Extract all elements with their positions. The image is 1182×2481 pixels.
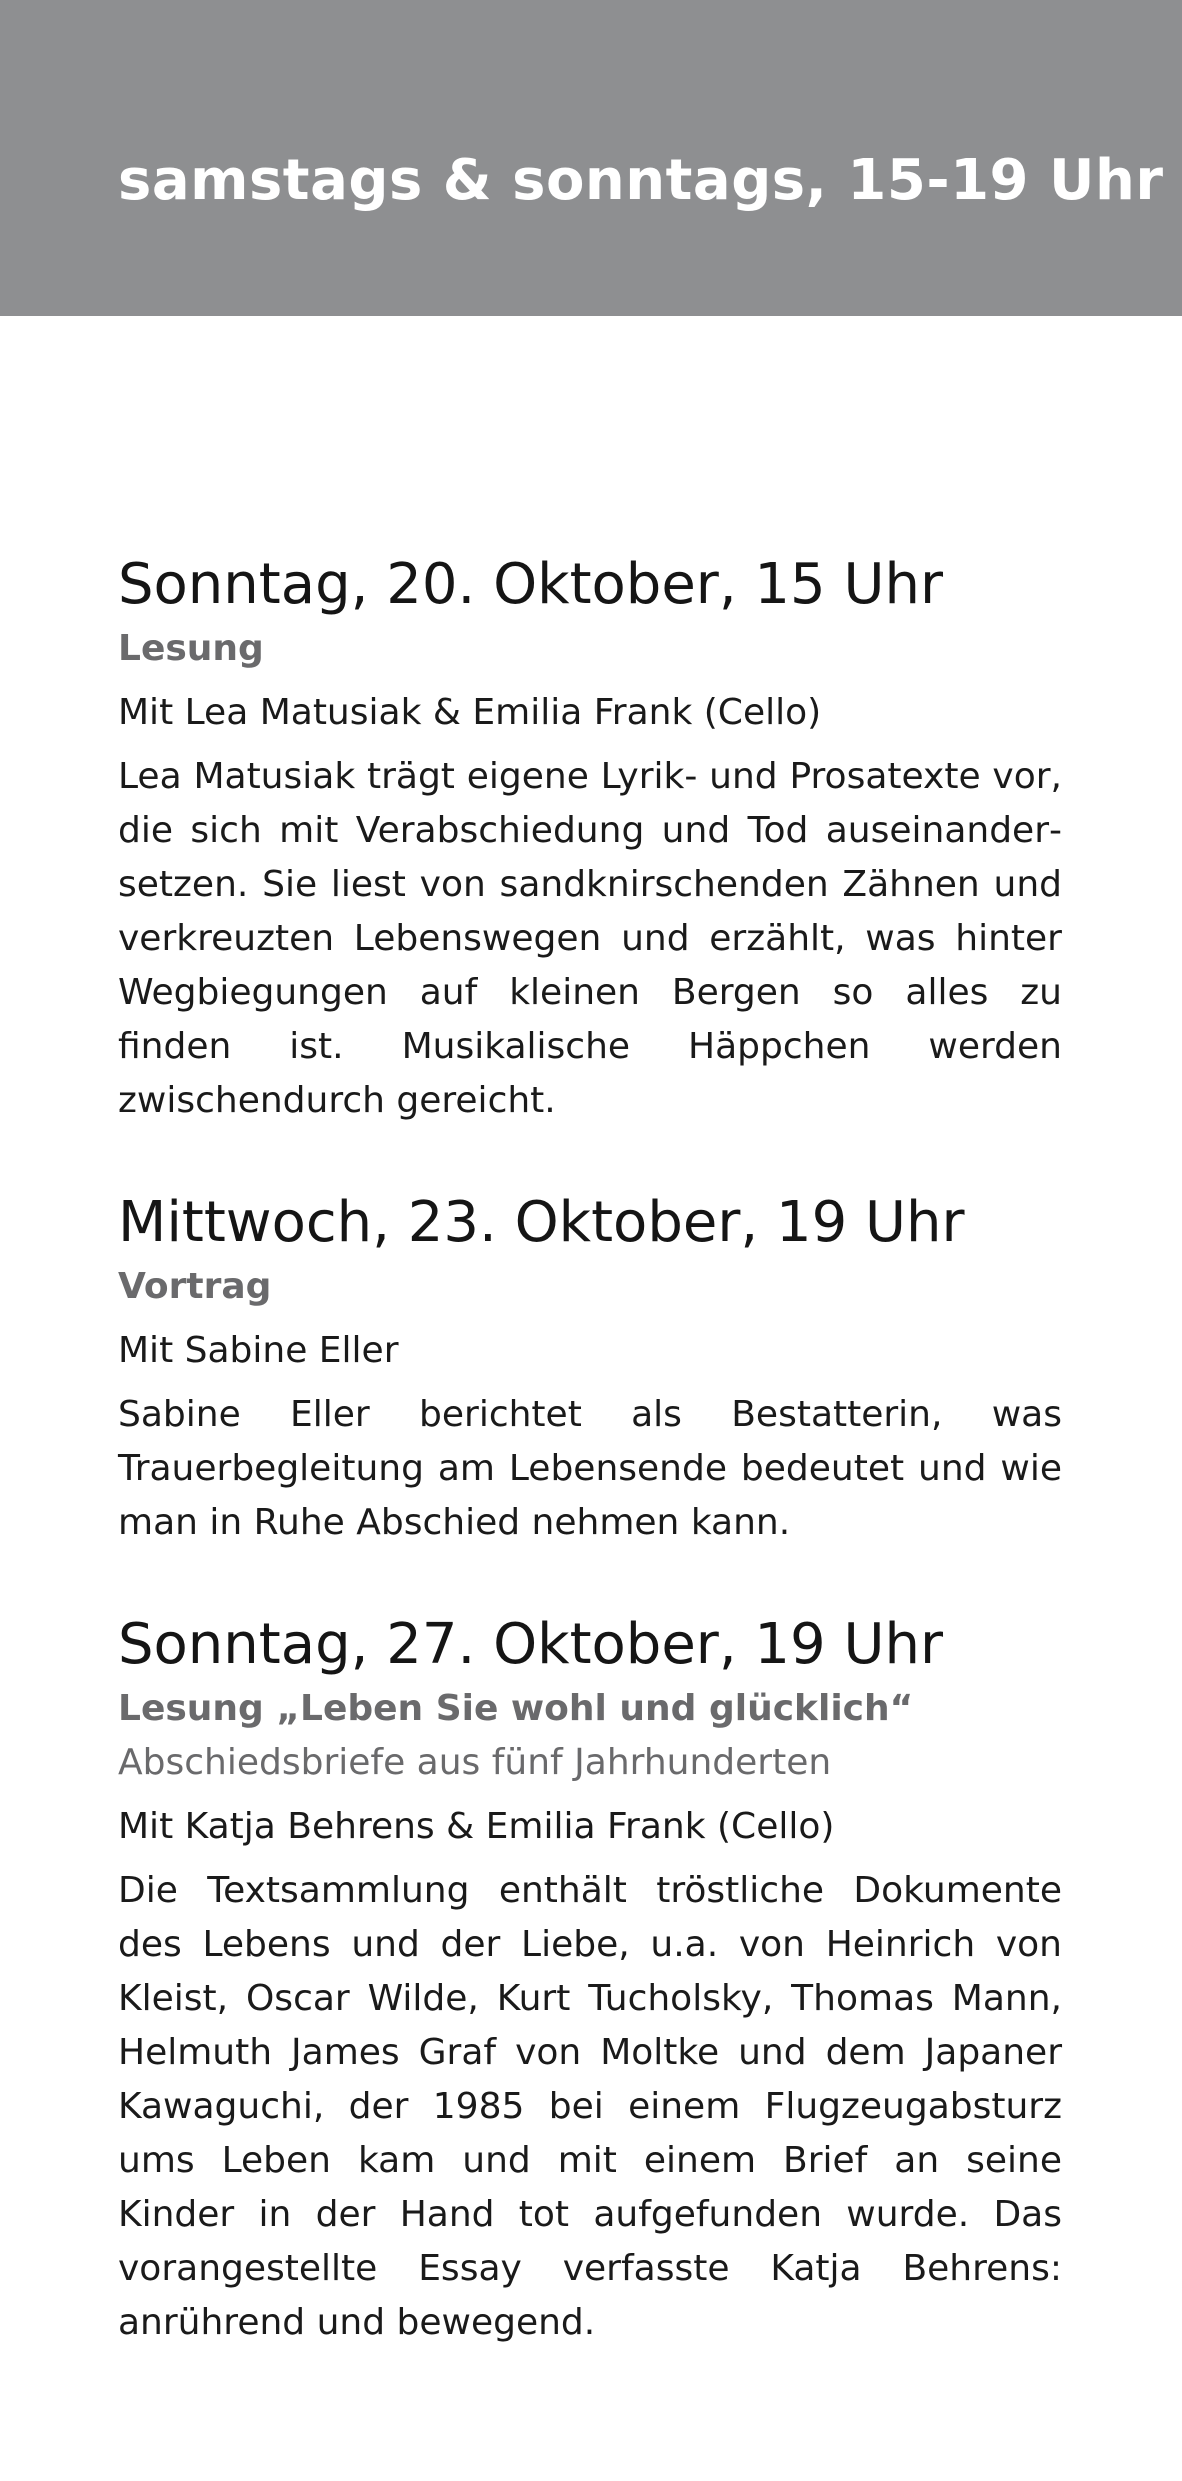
header-banner bbox=[0, 0, 1182, 316]
event-people: Mit Sabine Eller bbox=[118, 1330, 399, 1371]
header-title: samstags & sonntags, 15-19 Uhr bbox=[118, 148, 1164, 213]
event-date: Sonntag, 27. Oktober, 19 Uhr bbox=[118, 1612, 943, 1677]
event-description: Die Textsammlung enthält tröstliche Dokumente des Lebens und der Liebe, u.a. von Heinrich von Kleist, Oscar Wilde, Kurt Tucholsky, Thomas Mann, Helmuth James Graf von Moltke und dem Japaner Kawaguchi, der 1985 bei einem Flugzeugabsturz ums Leben kam und mit einem Brief an seine Kinder in der Hand tot aufgefunden wurde. Das vorangestellte Essay verfasste Katja Behrens: anrührend und bewegend. bbox=[118, 1870, 1062, 2343]
event-subtitle: Abschiedsbriefe aus fünf Jahrhunderten bbox=[118, 1742, 832, 1783]
event-type: Lesung bbox=[118, 628, 264, 669]
event-date: Sonntag, 20. Oktober, 15 Uhr bbox=[118, 552, 943, 617]
event-people: Mit Lea Matusiak & Emilia Frank (Cello) bbox=[118, 692, 822, 733]
event-item bbox=[118, 548, 1062, 1128]
event-description: Sabine Eller berichtet als Bestatterin, was Trauerbegleitung am Lebensende bedeutet und wie man in Ruhe Abschied nehmen kann. bbox=[118, 1394, 1062, 1543]
event-item bbox=[118, 1608, 1062, 2350]
event-type: Vortrag bbox=[118, 1266, 272, 1307]
event-date: Mittwoch, 23. Oktober, 19 Uhr bbox=[118, 1190, 965, 1255]
event-type: Lesung „Leben Sie wohl und glücklich“ bbox=[118, 1688, 914, 1729]
event-item bbox=[118, 1186, 1062, 1550]
event-list bbox=[118, 548, 1062, 2408]
event-people: Mit Katja Behrens & Emilia Frank (Cello) bbox=[118, 1806, 835, 1847]
event-description: Lea Matusiak trägt eigene Lyrik- und Prosatexte vor, die sich mit Verabschiedung und Tod auseinandersetzen. Sie liest von sandknirschenden Zähnen und verkreuzten Lebenswegen und erzählt, was hinter Wegbiegungen auf kleinen Bergen so alles zu finden ist. Musikalische Häppchen werden zwischendurch gereicht. bbox=[118, 756, 1062, 1121]
